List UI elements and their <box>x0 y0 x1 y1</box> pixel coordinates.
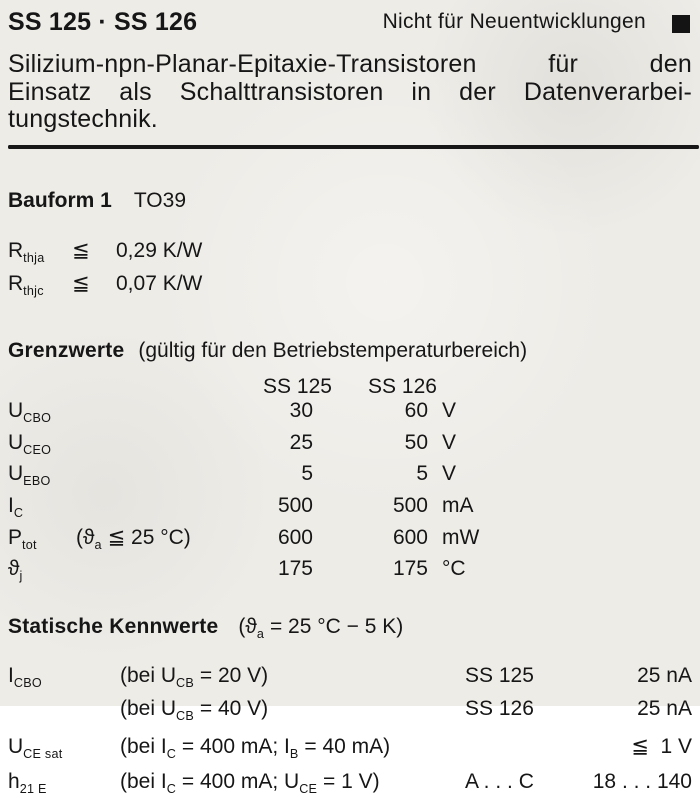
value-cell-ss125: 5 <box>301 462 313 486</box>
condition-cell <box>76 462 228 494</box>
value-cell-ss126: 600 <box>392 525 428 549</box>
limits-heading-label: Grenzwerte <box>8 338 125 362</box>
table-row <box>8 526 690 558</box>
value-cell-ss125: 175 <box>277 557 313 581</box>
value-cell: 18 . . . 140 <box>592 769 692 793</box>
column-header-ss125: SS 125 <box>263 374 332 398</box>
type-cell <box>465 733 560 768</box>
thermal-symbol: $R_{thja}$ <box>8 238 45 265</box>
header-right <box>383 8 690 34</box>
relation-sign: ≦ <box>72 271 90 295</box>
relation-sign: ≦ <box>72 238 90 262</box>
type-cell: SS 125 <box>465 664 534 688</box>
value-cell-ss126: 5 <box>416 462 428 486</box>
section-heading-limits <box>8 337 690 364</box>
description-line: Einsatz als Schalttransistoren in der Datenverarbei- <box>8 77 692 106</box>
symbol-cell: $ϑ_j$ <box>8 557 23 584</box>
description-paragraph <box>8 51 690 134</box>
type-cell: A . . . C <box>465 769 534 793</box>
limits-heading-note: (gültig für den Betriebstemperaturbereich) <box>138 338 528 362</box>
limits-column-headers <box>8 375 690 399</box>
page-title: SS 125 · SS 126 <box>8 8 198 36</box>
thermal-spec-row <box>8 238 690 271</box>
table-row <box>8 431 690 463</box>
symbol-cell: $U_{CE sat}$ <box>8 734 63 761</box>
value-cell: ≦ 1 V <box>631 734 692 758</box>
statics-heading-label: Statische Kennwerte <box>8 615 219 638</box>
unit-cell: V <box>442 398 457 422</box>
type-cell: SS 126 <box>465 697 534 721</box>
thermal-symbol: $R_{thjc}$ <box>8 271 44 298</box>
value-cell-ss126: 50 <box>404 430 428 454</box>
unit-cell: V <box>442 462 457 486</box>
thermal-spec-row <box>8 271 690 304</box>
doc-header <box>8 8 690 38</box>
value-cell-ss125: 600 <box>277 525 313 549</box>
statics-heading-note: ($ϑ_a = 25$ °C − 5 K) <box>238 615 404 642</box>
description-line: Silizium-npn-Planar-Epitaxie-Transistoren für den <box>8 50 692 78</box>
package-line <box>8 188 690 213</box>
condition-cell <box>76 494 228 526</box>
symbol-cell: $I_C$ <box>8 493 24 521</box>
statics-table <box>8 663 692 803</box>
symbol-cell: $U_{CBO}$ <box>8 398 52 426</box>
condition-cell <box>76 399 228 431</box>
value-cell-ss125: 25 <box>289 430 313 454</box>
table-row <box>8 462 690 494</box>
table-row <box>8 733 692 768</box>
condition-cell: (bei $U_{CB} = 40$ V) <box>120 697 269 724</box>
value-cell: 25 nA <box>637 697 692 721</box>
column-header-ss126: SS 126 <box>368 374 437 398</box>
table-row <box>8 696 692 729</box>
column-spacer <box>8 375 245 399</box>
symbol-cell: $U_{EBO}$ <box>8 462 51 489</box>
thermal-value: 0,07 K/W <box>116 271 203 295</box>
condition-cell: ($ϑ_a$ ≦ 25 °C) <box>76 525 191 552</box>
description-line: tungstechnik. <box>8 105 158 133</box>
value-cell-ss126: 60 <box>404 398 428 422</box>
value-cell: 25 nA <box>637 664 692 688</box>
table-row <box>8 557 690 589</box>
value-cell-ss125: 30 <box>289 398 313 422</box>
symbol-cell: $I_{CBO}$ <box>8 664 42 691</box>
table-row <box>8 768 692 803</box>
unit-cell: mA <box>442 493 474 517</box>
condition-cell <box>76 557 228 589</box>
unit-cell: °C <box>442 557 466 581</box>
condition-cell: (bei $U_{CB} = 20$ V) <box>120 664 269 691</box>
thermal-value: 0,29 K/W <box>116 238 203 262</box>
value-cell-ss126: 175 <box>392 557 428 581</box>
black-square-icon <box>672 15 690 33</box>
unit-cell: V <box>442 430 457 454</box>
condition-cell: (bei $I_C = 400$ mA; $I_B = 40$ mA) <box>120 734 391 761</box>
thermal-specs <box>8 238 690 304</box>
symbol-cell: $P_{tot}$ <box>8 525 37 552</box>
package-value: TO39 <box>133 188 187 212</box>
condition-cell: (bei $I_C = 400$ mA; $U_{CE} = 1$ V) <box>120 769 380 796</box>
table-row <box>8 399 690 431</box>
section-heading-statics <box>8 613 690 648</box>
condition-cell <box>76 431 228 463</box>
limits-table <box>8 399 690 589</box>
symbol-cell: $h_{21 E}$ <box>8 769 47 796</box>
symbol-cell <box>8 696 120 729</box>
table-row <box>8 494 690 526</box>
status-notice: Nicht für Neuentwicklungen <box>382 10 646 33</box>
table-row <box>8 663 692 696</box>
unit-cell: mW <box>442 525 480 549</box>
value-cell-ss126: 500 <box>392 493 428 517</box>
value-cell-ss125: 500 <box>277 493 313 517</box>
symbol-cell: $U_{CEO}$ <box>8 430 52 457</box>
divider-rule <box>8 145 699 149</box>
package-label: Bauform 1 <box>8 188 112 212</box>
